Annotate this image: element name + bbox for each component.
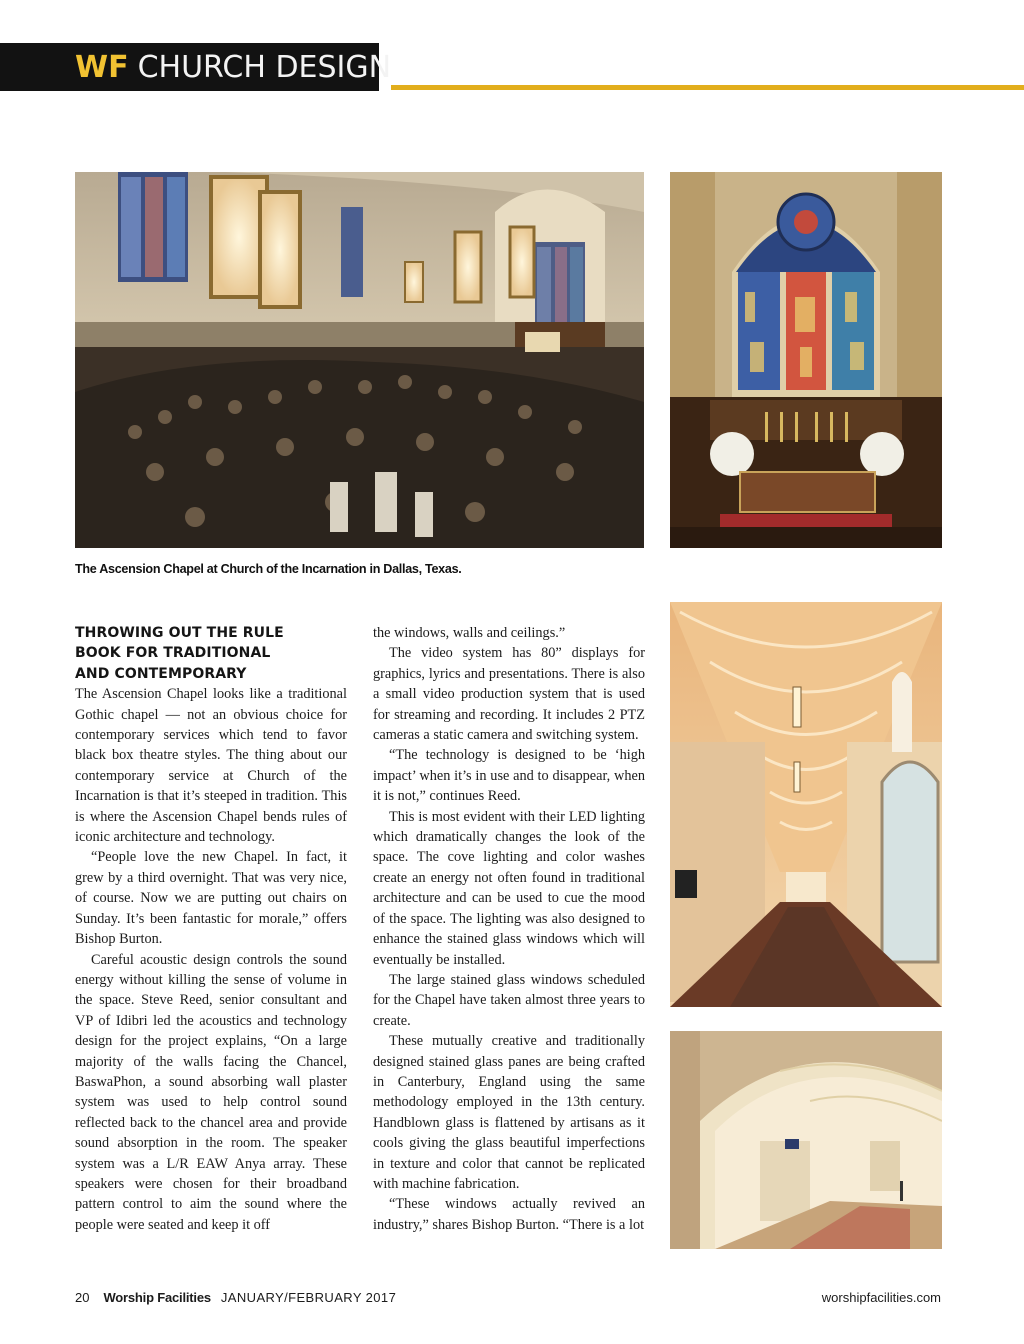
paragraph: This is most evident with their LED lighting which dramatically changes the look of the space. The cove lighting and color washes create an energy not often found in traditional architecture and can be used to cue the mood of the space. The lighting was also designed to enhance the stained glass windows which will eventually be installed.: [373, 808, 645, 968]
photo-caption: The Ascension Chapel at Church of the Incarnation in Dallas, Texas.: [75, 562, 462, 576]
photo-icon: [670, 172, 942, 548]
paragraph: The large stained glass windows scheduled for the Chapel have taken almost three years to create.: [373, 971, 645, 1029]
paragraph: “These windows actually revived an industry,” shares Bishop Burton. “There is a lot: [373, 1196, 645, 1233]
photo-icon: [670, 1031, 942, 1249]
website-link[interactable]: worshipfacilities.com: [821, 1290, 941, 1305]
photo-icon: [670, 602, 942, 1007]
footer-left: [75, 1290, 396, 1305]
corridor-photo: [670, 602, 942, 1007]
brand-mark: WF: [75, 50, 129, 85]
paragraph: “People love the new Chapel. In fact, it grew by a third overnight. That was very nice, of course. Now we are putting out chairs on Sunday. It’s been fantastic for morale,” offers Bishop Burton.: [75, 849, 347, 948]
section-header: [0, 43, 392, 91]
paragraph: The Ascension Chapel looks like a traditional Gothic chapel — not an obvious choice for contemporary services which tend to favor black box theatre styles. The thing about our contemporary service at Church of the Incarnation is that it’s steeped in tradition. This is where the Ascension Chapel bends rules of iconic architecture and technology.: [75, 686, 347, 846]
issue-date: JANUARY/FEBRUARY 2017: [220, 1290, 397, 1305]
article-column-1: [75, 623, 347, 1235]
paragraph: These mutually creative and traditionally designed stained glass panes are being crafted in Canterbury, England using the same methodology employed in the 13th century. Handblown glass is flattened by artisans as it cools giving the glass beautiful imperfections in texture and color that cannot be replicated with machine fabrication.: [373, 1033, 645, 1192]
section-name: CHURCH DESIGN: [137, 50, 392, 85]
heading-line: AND CONTEMPORARY: [75, 665, 247, 682]
article-heading: [75, 623, 347, 684]
heading-line: THROWING OUT THE RULE: [75, 625, 284, 641]
publication-name: Worship Facilities: [103, 1290, 211, 1305]
article-column-2: [373, 623, 645, 1235]
paragraph: Careful acoustic design controls the sound energy without killing the sense of volume in the space. Steve Reed, senior consultant and VP of Idibri led the acoustics and technology design for the project explains, “On a large majority of the walls facing the Chancel, BaswaPhon, a sound absorbing wall plaster system was used to help control sound reflected back to the chancel area and provide sound absorption in the room. The speaker system was a L/R EAW Anya array. These speakers were chosen for their broadband pattern control to aim the sound where the people were seated and keep it off: [75, 951, 347, 1233]
archway-photo: [670, 1031, 942, 1249]
heading-line: BOOK FOR TRADITIONAL: [75, 645, 271, 662]
header-rule: [391, 85, 1024, 90]
paragraph: The video system has 80” displays for graphics, lyrics and presentations. There is also a small video production system that is used for streaming and recording. It includes 2 PTZ cameras a static camera and switching system.: [373, 645, 645, 744]
section-title: [75, 43, 391, 91]
congregation-photo: [75, 172, 644, 548]
page-number: 20: [75, 1290, 90, 1305]
paragraph: the windows, walls and ceilings.”: [373, 625, 566, 641]
paragraph: “The technology is designed to be ‘high impact’ when it’s in use and to disappear, when it is not,” continues Reed.: [373, 747, 645, 805]
photo-icon: [75, 172, 644, 548]
altar-photo: [670, 172, 942, 548]
